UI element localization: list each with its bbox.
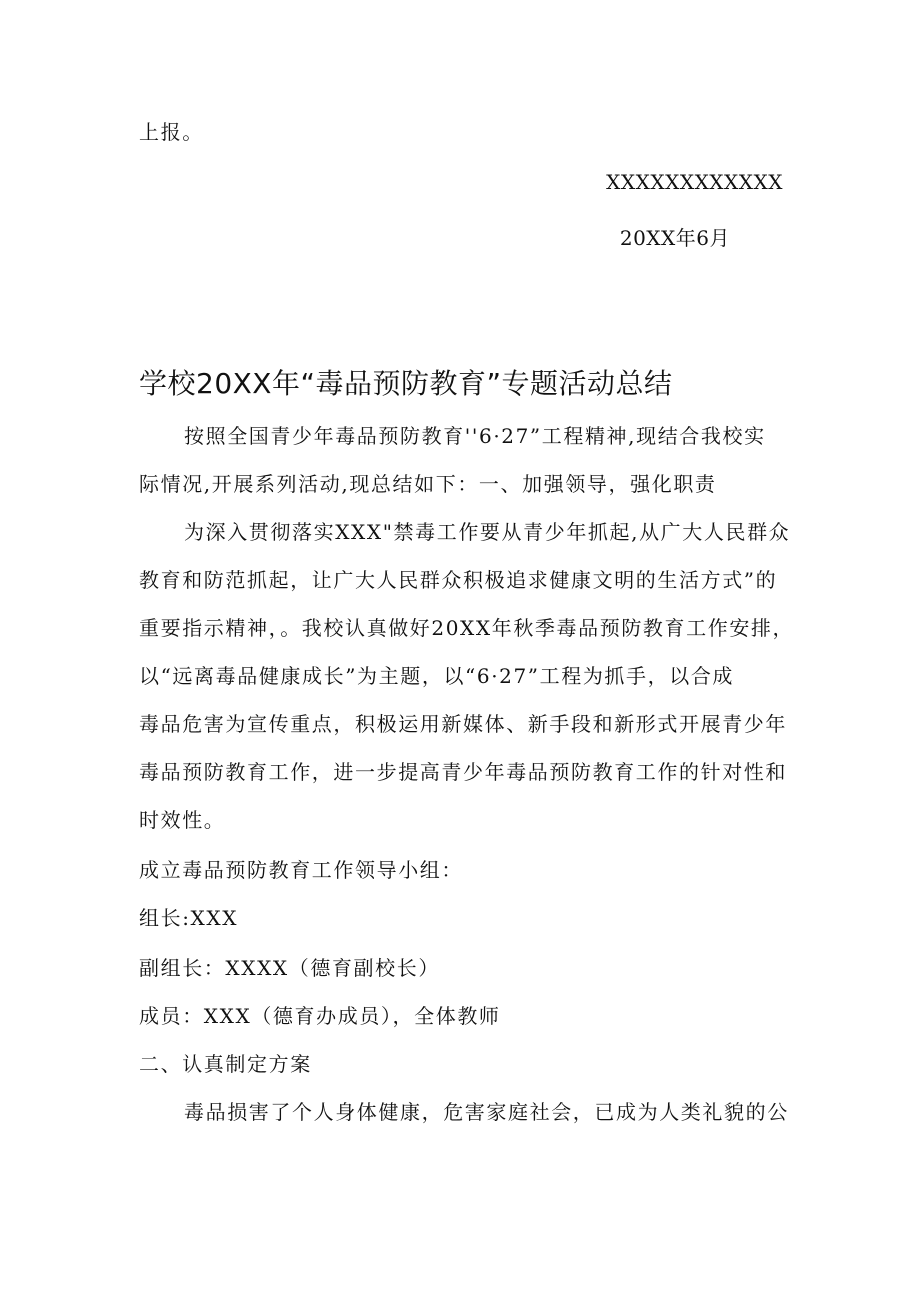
group-vice-leader: 副组长：XXXX（德育副校长）: [139, 956, 440, 980]
group-intro: 成立毒品预防教育工作领导小组：: [139, 858, 463, 882]
date: 20XX年6月: [619, 226, 730, 250]
paragraph-2-line-4: 以“远离毒品健康成长”为主题，以“6·27”工程为抓手，以合成: [139, 664, 735, 688]
paragraph-2-line-2: 教育和防范抓起，让广大人民群众积极追求健康文明的生活方式”的: [139, 568, 778, 592]
paragraph-2-line-7: 时效性。: [139, 808, 226, 832]
paragraph-2-line-3: 重要指示精神，。我校认真做好20XX年秋季毒品预防教育工作安排，: [139, 616, 795, 640]
group-leader: 组长:XXX: [139, 906, 239, 930]
paragraph-2-line-5: 毒品危害为宣传重点，积极运用新媒体、新手段和新形式开展青少年: [139, 712, 787, 736]
paragraph-2-line-6: 毒品预防教育工作，进一步提高青少年毒品预防教育工作的针对性和: [139, 760, 787, 784]
paragraph-1-line-1: 按照全国青少年毒品预防教育''6·27”工程精神,现结合我校实: [184, 424, 766, 448]
article-title: 学校20XX年“毒品预防教育”专题活动总结: [139, 367, 673, 400]
paragraph-2-line-1: 为深入贯彻落实XXX"禁毒工作要从青少年抓起,从广大人民群众: [184, 520, 791, 544]
section-2-heading: 二、认真制定方案: [139, 1052, 312, 1076]
paragraph-3-line-1: 毒品损害了个人身体健康，危害家庭社会，已成为人类礼貌的公: [184, 1100, 789, 1124]
carryover-text: 上报。: [139, 120, 204, 144]
paragraph-1-line-2: 际情况,开展系列活动,现总结如下：一、加强领导，强化职责: [139, 472, 717, 496]
signature: XXXXXXXXXXXX: [606, 170, 783, 194]
group-members: 成员：XXX（德育办成员），全体教师: [139, 1004, 501, 1028]
